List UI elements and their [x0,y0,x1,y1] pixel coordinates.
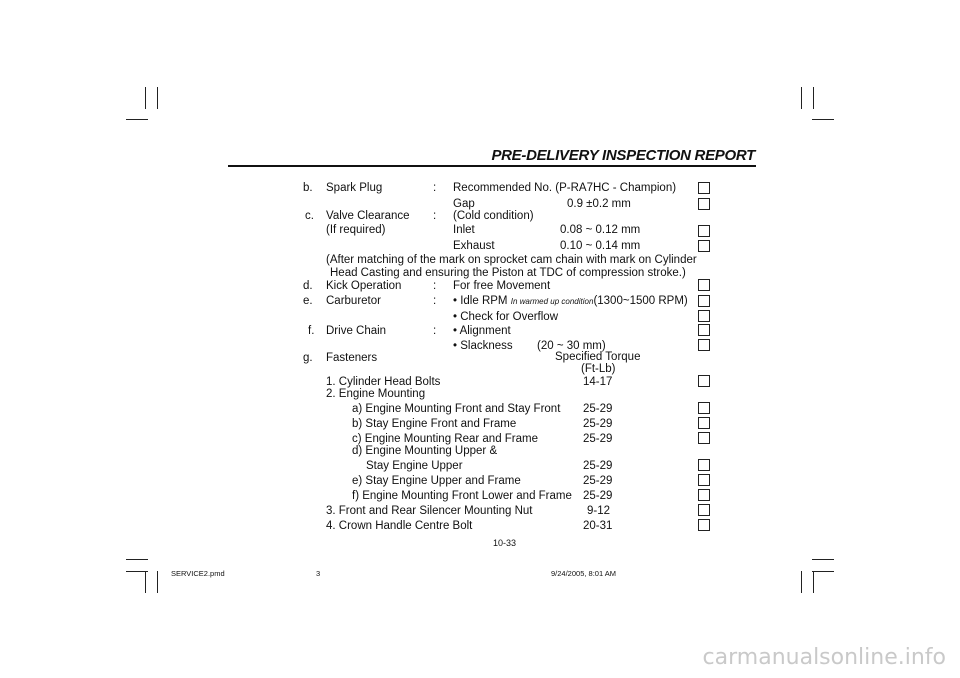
item-letter: e. [303,295,313,307]
item-colon: : [433,295,437,307]
item-label: Fasteners [326,352,378,364]
checkbox[interactable] [698,324,710,336]
item-value [453,294,688,309]
idle-note: In warmed up condition [510,297,594,306]
list-item: Stay Engine Upper [366,460,463,472]
checkbox[interactable] [698,432,710,444]
torque-header: Specified Torque [555,351,641,363]
list-item: f) Engine Mounting Front Lower and Frame [352,490,572,502]
item-letter: g. [303,352,313,364]
item-colon: : [433,280,437,292]
torque-value: 25-29 [583,460,613,472]
watermark: carmanualsonline.info [702,645,946,670]
crop-mark [157,87,158,109]
checkbox[interactable] [698,240,710,252]
checkbox[interactable] [698,198,710,210]
list-item: 1. Cylinder Head Bolts [326,376,441,388]
torque-value: 25-29 [583,418,613,430]
item-value: (Cold condition) [453,210,534,222]
checkbox[interactable] [698,295,710,307]
checkbox[interactable] [698,459,710,471]
item-colon: : [433,325,437,337]
item-value: For free Movement [453,280,551,292]
checkbox[interactable] [698,225,710,237]
checkbox[interactable] [698,489,710,501]
checkbox[interactable] [698,504,710,516]
crop-mark [145,571,146,593]
item-colon: : [433,210,437,222]
torque-value: 25-29 [583,475,613,487]
item-label: Exhaust [453,240,495,252]
item-value: (20 ~ 30 mm) [537,340,606,352]
checkbox[interactable] [698,279,710,291]
crop-mark [812,571,834,572]
checkbox[interactable] [698,402,710,414]
title-rule [228,165,756,167]
torque-value: 25-29 [583,433,613,445]
footer-date: 9/24/2005, 8:01 AM [551,569,617,578]
list-item: 2. Engine Mounting [326,388,426,400]
crop-mark [126,119,148,120]
footer-sheet: 3 [316,569,321,578]
item-label: • Slackness [453,340,513,352]
crop-mark [813,87,814,109]
item-label: Inlet [453,224,475,236]
item-label: Gap [453,198,475,210]
torque-value: 14-17 [583,376,613,388]
checkbox[interactable] [698,417,710,429]
checkbox[interactable] [698,339,710,351]
item-label: Drive Chain [326,325,387,337]
checkbox[interactable] [698,310,710,322]
item-value: 0.10 ~ 0.14 mm [560,240,641,252]
torque-value: 25-29 [583,490,613,502]
checkbox[interactable] [698,474,710,486]
crop-mark [801,87,802,109]
footer-file: SERVICE2.pmd [171,569,225,578]
idle-value: (1300~1500 RPM) [593,295,688,307]
item-letter: f. [308,325,315,337]
crop-mark [812,119,834,120]
note-text: (After matching of the mark on sprocket cam chain with mark on Cylinder [326,254,697,266]
list-item: 3. Front and Rear Silencer Mounting Nut [326,505,533,517]
torque-value: 9-12 [587,505,611,517]
list-item: c) Engine Mounting Rear and Frame [352,433,539,445]
item-letter: b. [303,182,313,194]
list-item: e) Stay Engine Upper and Frame [352,475,521,487]
item-label: Valve Clearance [326,210,410,222]
page-number: 10-33 [493,538,517,548]
item-label: Carburetor [326,295,381,307]
checkbox[interactable] [698,182,710,194]
item-sublabel: (If required) [326,224,386,236]
list-item: a) Engine Mounting Front and Stay Front [352,403,561,415]
idle-label: • Idle RPM [453,295,508,307]
torque-value: 25-29 [583,403,613,415]
torque-value: 20-31 [583,520,613,532]
list-item: b) Stay Engine Front and Frame [352,418,517,430]
item-label: Kick Operation [326,280,402,292]
item-letter: c. [305,210,314,222]
item-value: • Alignment [453,325,511,337]
crop-mark [801,571,802,593]
item-value: • Check for Overflow [453,311,558,323]
crop-mark [126,559,148,560]
checkbox[interactable] [698,375,710,387]
crop-mark [813,571,814,593]
item-value: 0.08 ~ 0.12 mm [560,224,641,236]
crop-mark [145,87,146,109]
item-letter: d. [303,280,313,292]
checkbox[interactable] [698,519,710,531]
page-title: PRE-DELIVERY INSPECTION REPORT [491,147,755,164]
list-item: 4. Crown Handle Centre Bolt [326,520,473,532]
crop-mark [812,559,834,560]
item-value: Recommended No. (P-RA7HC - Champion) [453,182,677,194]
note-text: Head Casting and ensuring the Piston at TDC of compression stroke.) [330,267,686,279]
crop-mark [157,571,158,593]
list-item: d) Engine Mounting Upper & [352,445,498,457]
item-colon: : [433,182,437,194]
item-value: 0.9 ±0.2 mm [567,198,631,210]
item-label: Spark Plug [326,182,383,194]
torque-unit: (Ft-Lb) [581,363,616,375]
